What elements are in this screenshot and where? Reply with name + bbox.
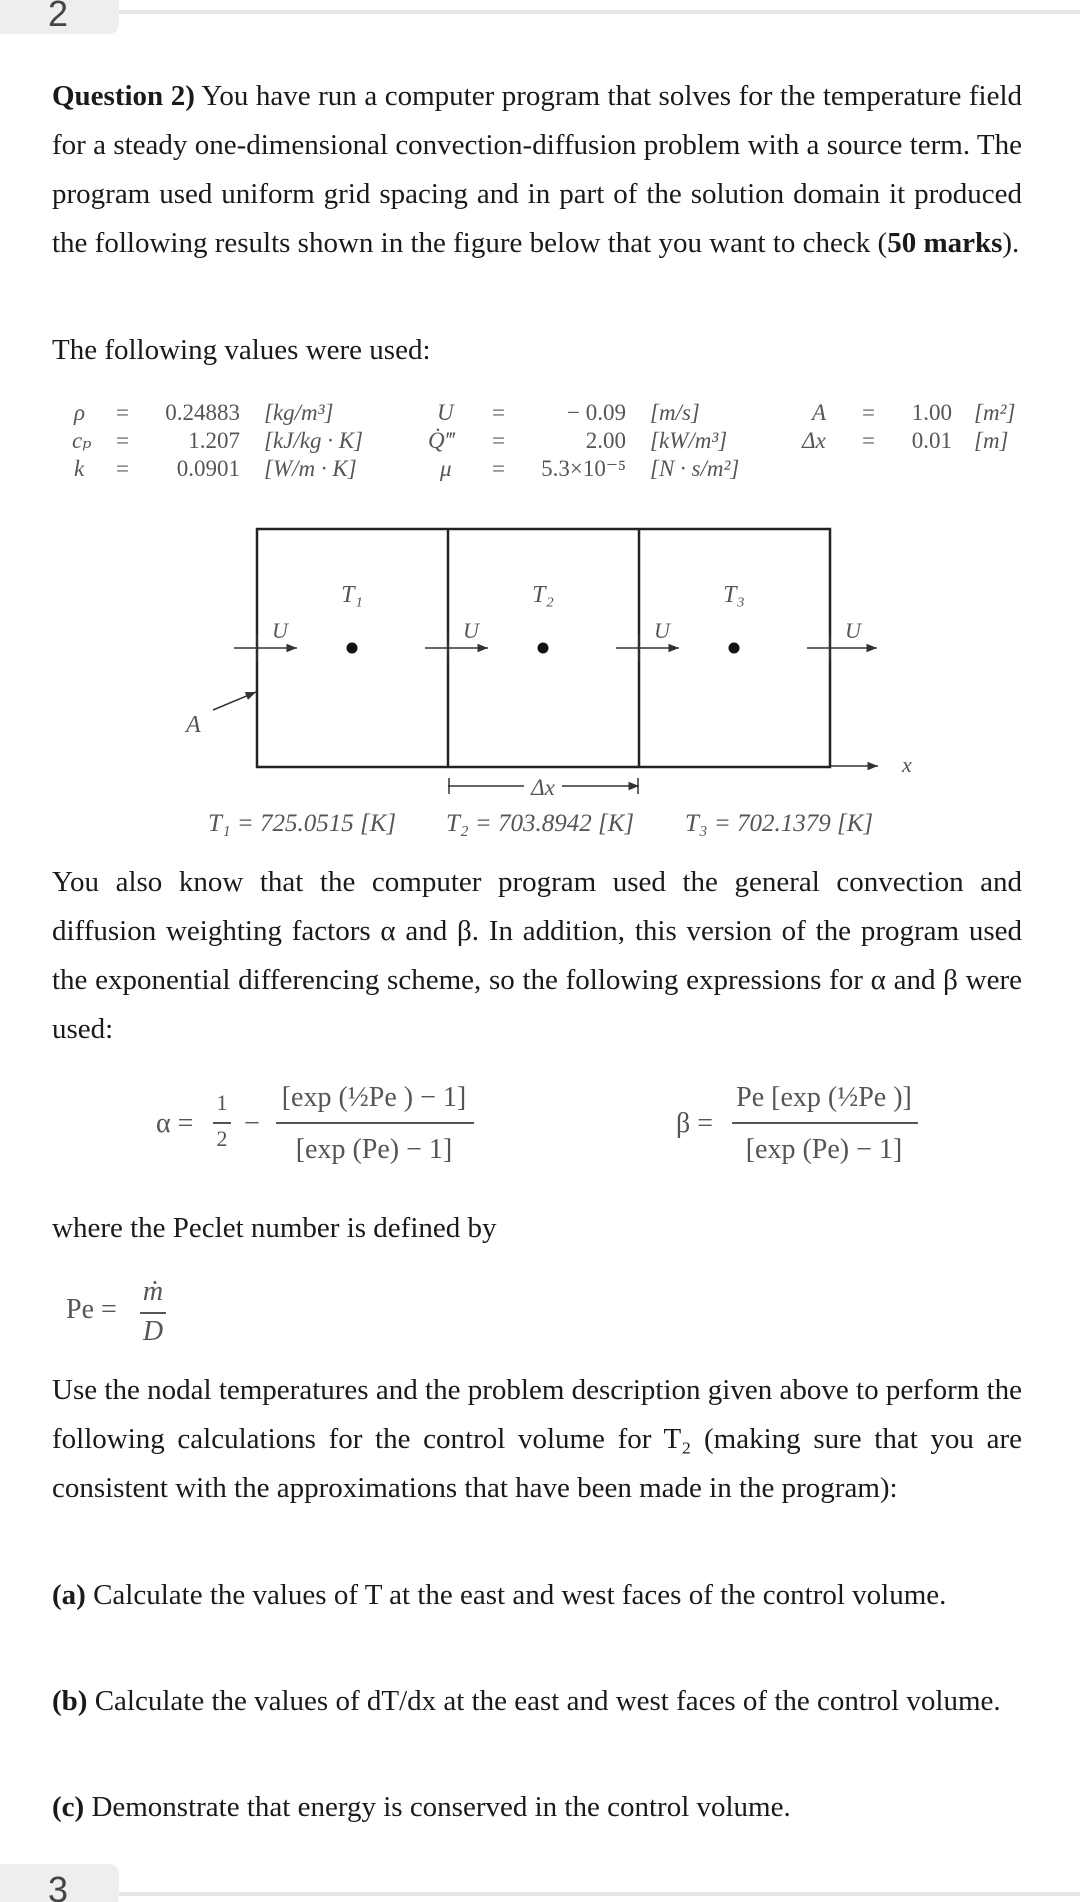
weighting-paragraph: You also know that the computer program used the general convection and diffusion weighting factors α and β. In addition, this version of the program used the exponential differencing scheme, so the following expressions for α and β were used:	[52, 866, 1022, 1045]
next-page-number-tab	[0, 1864, 119, 1902]
velocity-label-2: U	[463, 618, 479, 643]
page-separator	[119, 10, 1080, 14]
part-b-label: (b)	[52, 1685, 88, 1717]
velocity-label-1: U	[272, 618, 288, 643]
result-t3: T₃ = 702.1379 [K]	[685, 810, 874, 837]
part-a-text: Calculate the values of T at the east and west faces of the control volume.	[85, 1579, 947, 1611]
alpha-numerator: [exp (½Pe ) − 1]	[281, 1082, 467, 1113]
question-text: You have run a computer program that solves for the temperature field for a steady one-dimensional convection-diffusion problem with a source term. The program used uniform grid spacing and in part of the solution domain it produced the following results shown in the figure below that you want to check (	[52, 80, 1023, 259]
page-number-tab	[0, 0, 119, 34]
alpha-half-num: 1	[216, 1090, 228, 1115]
alpha-half-bar	[213, 1122, 231, 1124]
part-b-text: Calculate the values of dT/dx at the east and west faces of the control volume.	[87, 1685, 1001, 1717]
peclet-lhs: Pe =	[66, 1294, 117, 1325]
part-c	[52, 1783, 1022, 1832]
node-1	[347, 643, 358, 654]
page-number: 2	[48, 0, 69, 34]
peclet-numerator: ṁ	[142, 1276, 164, 1307]
node-label-2: T₂	[532, 582, 554, 608]
question-marks: 50 marks	[887, 227, 1003, 259]
velocity-label-3: U	[654, 618, 670, 643]
beta-denominator: [exp (Pe) − 1]	[745, 1134, 903, 1165]
values-table: ρ = 0.24883 [kg/m³] cₚ = 1.207 [kJ/kg · K] k = 0.0901 [W/m · K] U = − 0.09 [m/s] Q̇‴ = 2.00 [kW/m³] μ = 5.3×10⁻⁵ [N · s/m²] A = 1.00 [m²] Δx = 0.01 [m]	[72, 400, 1016, 481]
peclet-paragraph: where the Peclet number is defined by	[52, 1212, 497, 1244]
part-a	[52, 1571, 1022, 1620]
node-3	[729, 643, 740, 654]
part-c-label: (c)	[52, 1791, 85, 1823]
part-c-text: Demonstrate that energy is conserved in the control volume.	[84, 1791, 791, 1823]
question-paragraph	[52, 72, 1022, 268]
beta-lhs: β =	[676, 1108, 714, 1139]
spacing-label: Δx	[531, 775, 555, 800]
result-t2: T₂ = 703.8942 [K]	[446, 810, 635, 837]
x-axis-label: x	[902, 752, 912, 777]
beta-numerator: Pe [exp (½Pe )]	[736, 1082, 912, 1113]
alpha-half-den: 2	[216, 1126, 228, 1151]
alpha-bar	[276, 1122, 474, 1124]
part-b	[52, 1677, 1022, 1726]
question-text-end: ).	[1002, 227, 1020, 259]
task-paragraph: Use the nodal temperatures and the problem description given above to perform the following calculations for the control volume for T₂ (making sure that you are consistent with the approximations that have been made in the program):	[52, 1374, 1022, 1504]
peclet-bar	[140, 1312, 166, 1314]
area-arrow	[213, 692, 256, 710]
part-a-label: (a)	[52, 1579, 86, 1611]
result-t1: T₁ = 725.0515 [K]	[208, 810, 397, 837]
area-label: A	[186, 712, 201, 738]
question-label: Question 2)	[52, 80, 195, 112]
control-volume-figure	[0, 520, 1080, 800]
alpha-lhs: α =	[156, 1108, 194, 1139]
beta-bar	[732, 1122, 918, 1124]
page-separator-bottom	[119, 1892, 1080, 1896]
node-label-1: T₁	[341, 582, 363, 608]
alpha-denominator: [exp (Pe) − 1]	[295, 1134, 453, 1165]
peclet-denominator: D	[142, 1316, 164, 1347]
next-page-number: 3	[48, 1869, 69, 1902]
velocity-label-4: U	[845, 618, 861, 643]
values-intro: The following values were used:	[52, 334, 431, 366]
node-label-3: T₃	[723, 582, 745, 608]
alpha-minus: −	[244, 1108, 260, 1139]
node-2	[538, 643, 549, 654]
